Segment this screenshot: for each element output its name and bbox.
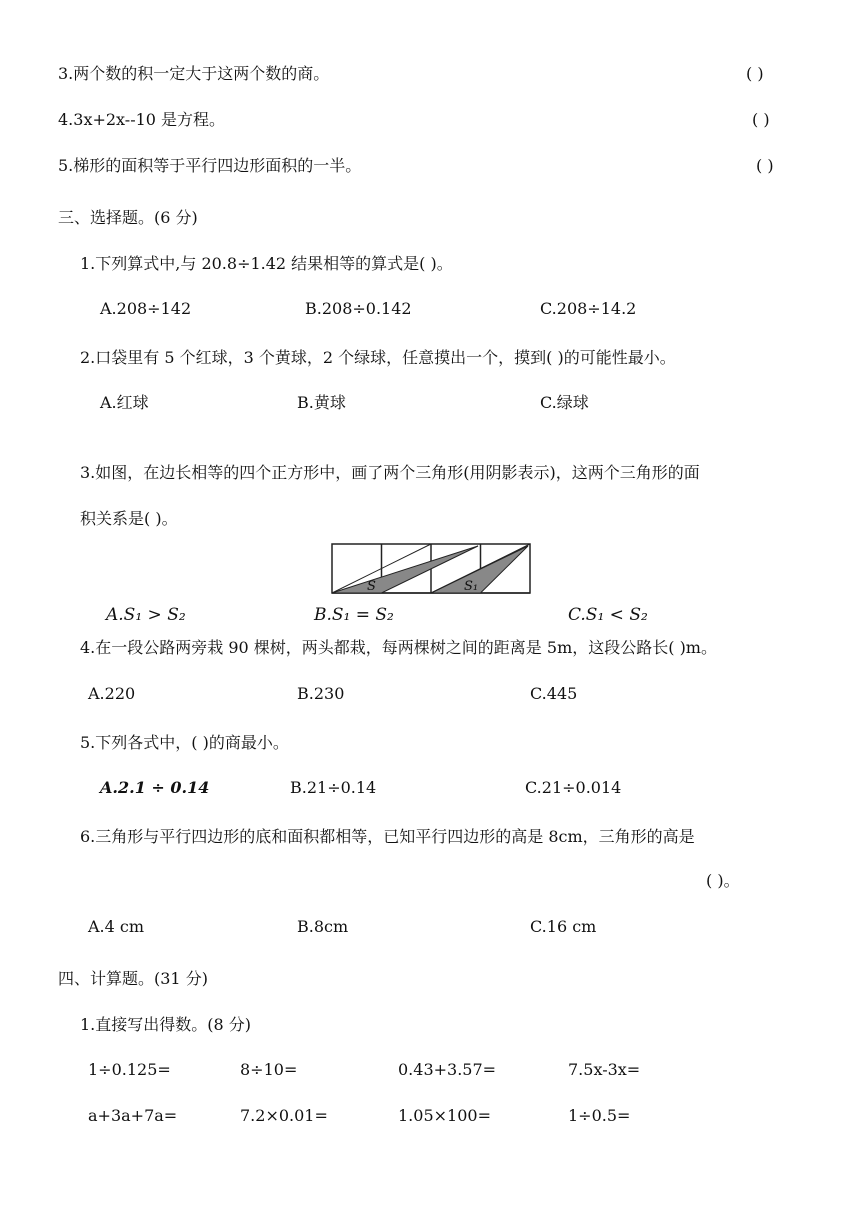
q5-option-a[interactable]: A.2.1 ÷ 0.14 <box>100 778 210 797</box>
calc-item[interactable]: 1÷0.5= <box>568 1106 631 1125</box>
q5-stem: 5.下列各式中，( )的商最小。 <box>80 733 289 752</box>
q2-option-c[interactable]: C.绿球 <box>540 393 589 412</box>
squares-triangles-figure <box>330 542 532 595</box>
q6-option-c[interactable]: C.16 cm <box>530 917 597 936</box>
calc-item[interactable]: 8÷10= <box>240 1060 298 1079</box>
judge-item-3: 3.两个数的积一定大于这两个数的商。 <box>58 64 330 83</box>
q1-option-b[interactable]: B.208÷0.142 <box>305 299 412 318</box>
section-title-calc: 四、计算题。(31 分) <box>58 969 208 988</box>
answer-paren-5[interactable]: ( ) <box>756 156 774 175</box>
q2-option-a[interactable]: A.红球 <box>100 393 149 412</box>
calc-item[interactable]: 7.2×0.01= <box>240 1106 328 1125</box>
q1-option-c[interactable]: C.208÷14.2 <box>540 299 637 318</box>
q2-stem: 2.口袋里有 5 个红球，3 个黄球，2 个绿球，任意摸出一个，摸到( )的可能性最小。 <box>80 348 676 367</box>
judge-item-4: 4.3x+2x--10 是方程。 <box>58 110 226 129</box>
q4-option-a[interactable]: A.220 <box>88 684 136 703</box>
q2-option-b[interactable]: B.黄球 <box>297 393 346 412</box>
q3-option-b[interactable]: B.S₁ = S₂ <box>314 605 394 625</box>
q6-answer-paren[interactable]: ( )。 <box>706 871 740 890</box>
q6-stem: 6.三角形与平行四边形的底和面积都相等，已知平行四边形的高是 8cm，三角形的高是 <box>80 827 695 846</box>
judge-item-5: 5.梯形的面积等于平行四边形面积的一半。 <box>58 156 362 175</box>
calc-item[interactable]: 7.5x-3x= <box>568 1060 641 1079</box>
calc-item[interactable]: 1÷0.125= <box>88 1060 171 1079</box>
q3-stem-line2: 积关系是( )。 <box>80 509 178 528</box>
q6-option-b[interactable]: B.8cm <box>297 917 349 936</box>
calc-sub1-title: 1.直接写出得数。(8 分) <box>80 1015 252 1034</box>
calc-item[interactable]: 0.43+3.57= <box>398 1060 497 1079</box>
fig-label-s1: S₁ <box>464 579 479 594</box>
q6-option-a[interactable]: A.4 cm <box>88 917 145 936</box>
q4-option-c[interactable]: C.445 <box>530 684 578 703</box>
answer-paren-3[interactable]: ( ) <box>746 64 764 83</box>
q3-stem-line1: 3.如图，在边长相等的四个正方形中，画了两个三角形(用阴影表示)，这两个三角形的面 <box>80 463 700 482</box>
q5-option-b[interactable]: B.21÷0.14 <box>290 778 377 797</box>
answer-paren-4[interactable]: ( ) <box>752 110 770 129</box>
q1-stem: 1.下列算式中,与 20.8÷1.42 结果相等的算式是( )。 <box>80 254 453 273</box>
q3-option-c[interactable]: C.S₁ < S₂ <box>568 605 648 625</box>
q5-option-c[interactable]: C.21÷0.014 <box>525 778 622 797</box>
q4-option-b[interactable]: B.230 <box>297 684 345 703</box>
calc-item[interactable]: 1.05×100= <box>398 1106 491 1125</box>
calc-item[interactable]: a+3a+7a= <box>88 1106 178 1125</box>
q4-stem: 4.在一段公路两旁栽 90 棵树，两头都栽，每两棵树之间的距离是 5m，这段公路长( )m。 <box>80 638 717 657</box>
q1-option-a[interactable]: A.208÷142 <box>100 299 192 318</box>
q3-option-a[interactable]: A.S₁ > S₂ <box>106 605 186 625</box>
section-title-choice: 三、选择题。(6 分) <box>58 208 198 227</box>
fig-label-s: S <box>367 579 376 594</box>
